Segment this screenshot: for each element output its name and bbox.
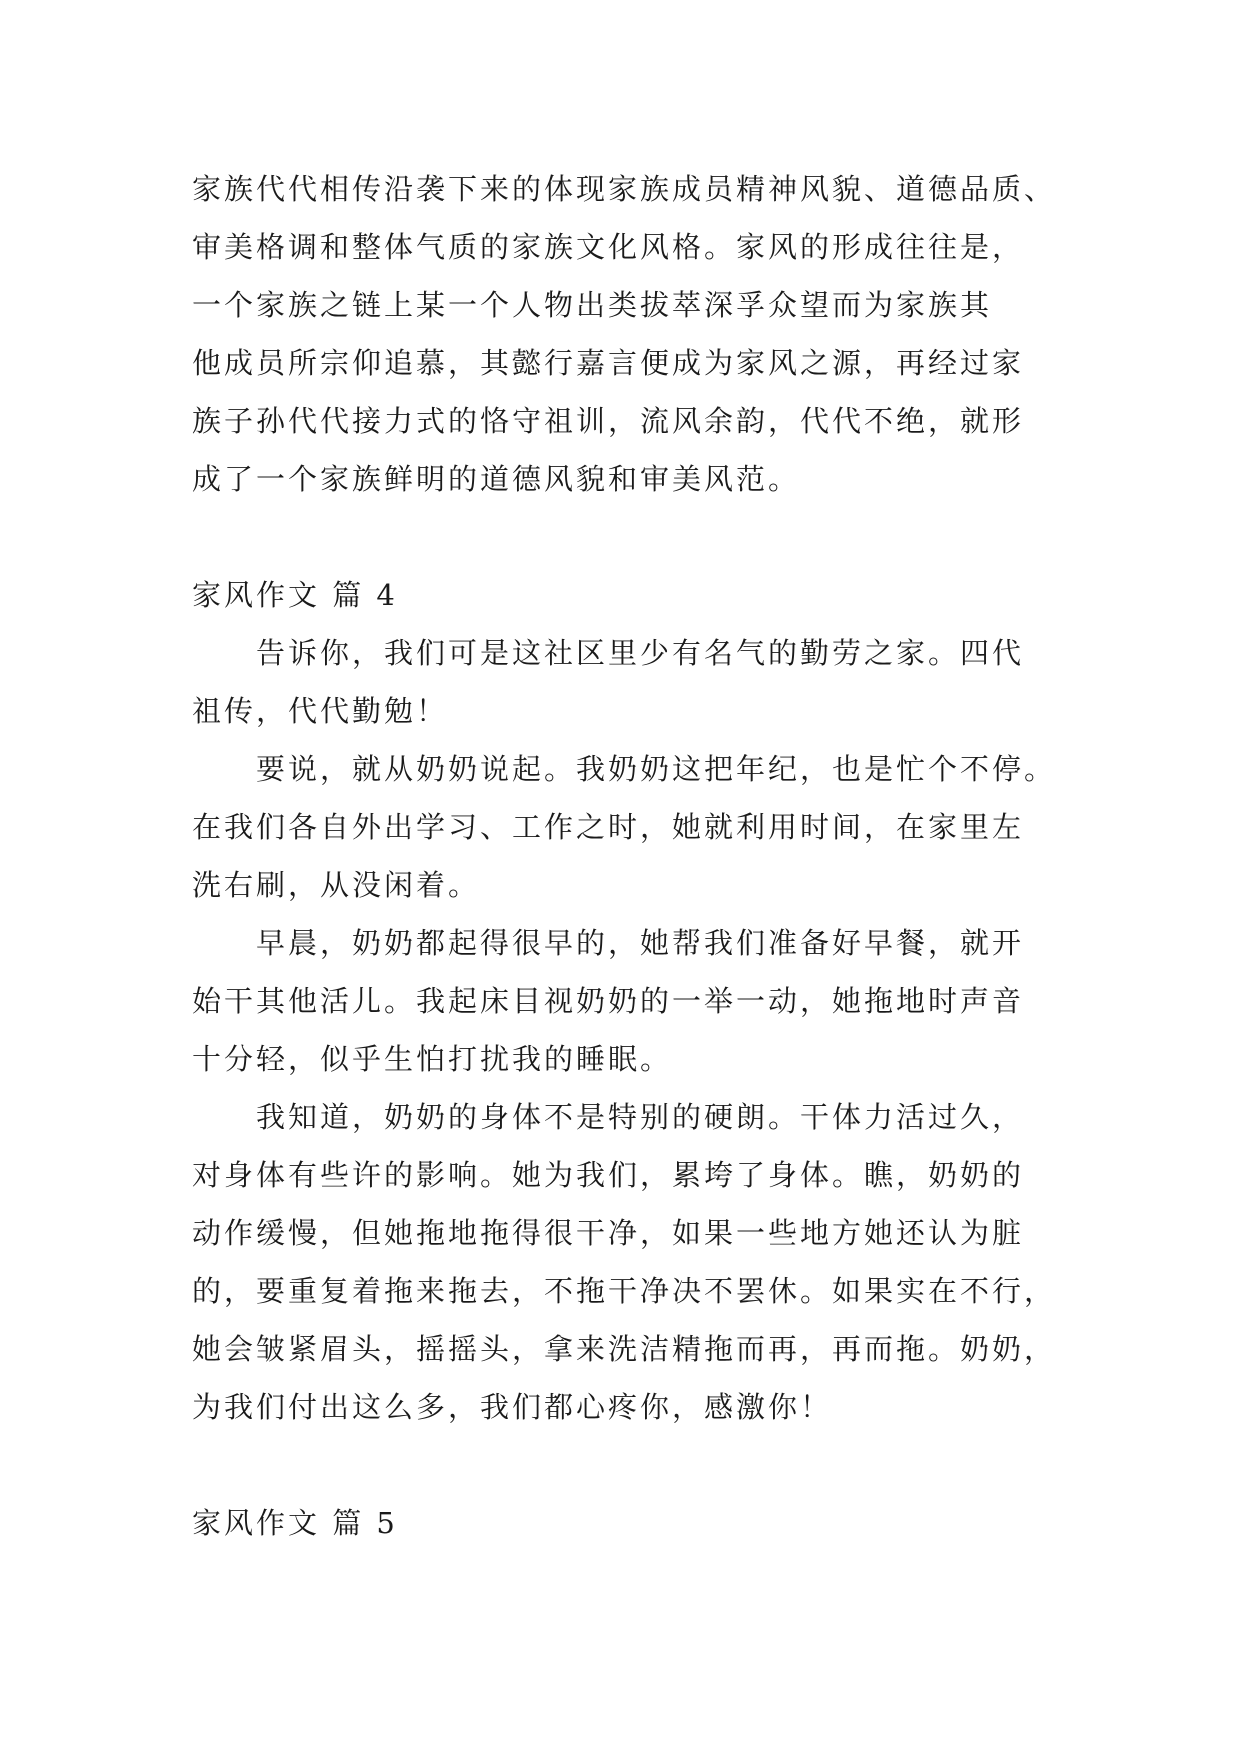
- text-line: 洗右刷，从没闲着。: [192, 868, 481, 902]
- paragraph: [192, 624, 1092, 740]
- section-spacer: [192, 1436, 1092, 1494]
- text-line: 他成员所宗仰追慕，其懿行嘉言便成为家风之源，再经过家: [192, 346, 1025, 380]
- section-spacer: [192, 508, 1092, 566]
- text-line: 祖传，代代勤勉！: [192, 694, 449, 728]
- text-line: 她会皱紧眉头，摇摇头，拿来洗洁精拖而再，再而拖。奶奶，: [192, 1332, 1057, 1366]
- text-line: 审美格调和整体气质的家族文化风格。家风的形成往往是，: [192, 230, 1025, 264]
- text-line: 为我们付出这么多，我们都心疼你，感激你！: [192, 1390, 833, 1424]
- text-line: 的，要重复着拖来拖去，不拖干净决不罢休。如果实在不行，: [192, 1274, 1057, 1308]
- section-4: [192, 566, 1092, 1436]
- section-3-continuation: [192, 160, 1092, 508]
- text-line: 告诉你，我们可是这社区里少有名气的勤劳之家。四代: [256, 636, 1025, 670]
- document-body: [192, 160, 1092, 1552]
- text-line: 要说，就从奶奶说起。我奶奶这把年纪，也是忙个不停。: [256, 752, 1057, 786]
- text-line: 十分轻，似乎生怕打扰我的睡眠。: [192, 1042, 673, 1076]
- text-line: 家族代代相传沿袭下来的体现家族成员精神风貌、道德品质、: [192, 172, 1057, 206]
- text-line: 在我们各自外出学习、工作之时，她就利用时间，在家里左: [192, 810, 1025, 844]
- section-title: 家风作文 篇 4: [192, 578, 398, 612]
- text-line: 对身体有些许的影响。她为我们，累垮了身体。瞧，奶奶的: [192, 1158, 1025, 1192]
- text-line: 始干其他活儿。我起床目视奶奶的一举一动，她拖地时声音: [192, 984, 1025, 1018]
- text-line: 动作缓慢，但她拖地拖得很干净，如果一些地方她还认为脏: [192, 1216, 1025, 1250]
- text-line: 我知道，奶奶的身体不是特别的硬朗。干体力活过久，: [256, 1100, 1025, 1134]
- text-line: 成了一个家族鲜明的道德风貌和审美风范。: [192, 462, 801, 496]
- text-line: 一个家族之链上某一个人物出类拔萃深孚众望而为家族其: [192, 288, 993, 322]
- paragraph: [192, 914, 1092, 1088]
- text-line: 族子孙代代接力式的恪守祖训，流风余韵，代代不绝，就形: [192, 404, 1025, 438]
- paragraph: [192, 740, 1092, 914]
- text-line: 早晨，奶奶都起得很早的，她帮我们准备好早餐，就开: [256, 926, 1025, 960]
- paragraph: [192, 1088, 1092, 1436]
- section-5: [192, 1494, 1092, 1552]
- section-title: 家风作文 篇 5: [192, 1506, 398, 1540]
